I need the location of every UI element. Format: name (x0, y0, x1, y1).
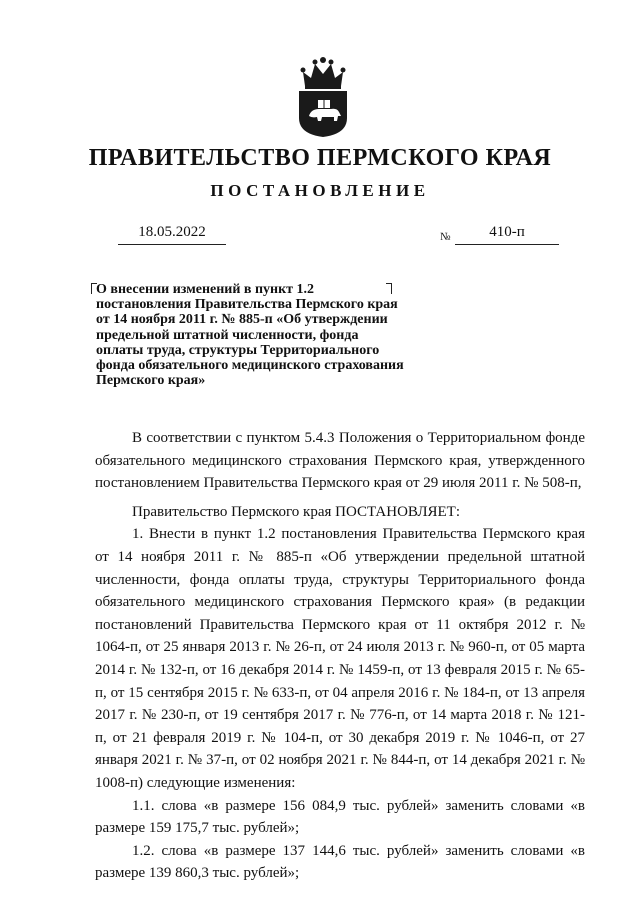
document-body (95, 427, 585, 885)
resolution-paragraph: Правительство Пермского края ПОСТАНОВЛЯЕТ: (132, 503, 461, 520)
document-type: ПОСТАНОВЛЕНИЕ (210, 181, 430, 200)
item-1-paragraph: 1. Внести в пункт 1.2 постановления Правительства Пермского края от 14 ноября 2011 г. № 885-п «Об утверждении предельной штатной численности, фонда оплаты труда, структуры Территориального фонда обязательного медицинского страхования Пермского края» (в редакции постановлений Правительства Пермского края от 11 октября 2012 г. № 1064-п, от 25 января 2013 г. № 26-п, от 24 июля 2013 г. № 960-п, от 05 марта 2014 г. № 132-п, от 16 декабря 2014 г. № 1459-п, от 13 февраля 2015 г. № 65-п, от 15 сентября 2015 г. № 633-п, от 04 апреля 2016 г. № 184-п, от 13 апреля 2017 г. № 230-п, от 19 сентября 2017 г. № 776-п, от 14 марта 2018 г. № 121-п, от 21 февраля 2019 г. № 104-п, от 30 декабря 2019 г. № 1046-п, от 27 января 2021 г. № 37-п, от 02 ноября 2021 г. № 844-п, от 14 декабря 2021 г. № 1008-п) следующие изменения: (95, 526, 585, 791)
document-subject: О внесении изменений в пункт 1.2 постановления Правительства Пермского края от 14 ноября 2011 г. № 885-п «Об утверждении предельной штатной численности, фонда оплаты труда, структуры Территориального фонда обязательного медицинского страхования Пермского края» (96, 282, 404, 389)
item-1-2-paragraph: 1.2. слова «в размере 137 144,6 тыс. рублей» заменить словами «в размере 139 860,3 тыс. рублей»; (95, 842, 585, 882)
government-title: ПРАВИТЕЛЬСТВО ПЕРМСКОГО КРАЯ (88, 145, 552, 171)
perm-krai-coat-of-arms-icon (295, 56, 351, 138)
number-label: № (440, 231, 451, 243)
item-1-1-paragraph: 1.1. слова «в размере 156 084,9 тыс. рублей» заменить словами «в размере 159 175,7 тыс. рублей»; (95, 797, 585, 837)
preamble-paragraph: В соответствии с пунктом 5.4.3 Положения о Территориальном фонде обязательного медицинского страхования Пермского края, утвержденного постановлением Правительства Пермского края от 29 июля 2011 г. № 508-п, (95, 430, 585, 492)
document-date: 18.05.2022 (118, 224, 226, 245)
document-number: 410-п (455, 224, 559, 245)
